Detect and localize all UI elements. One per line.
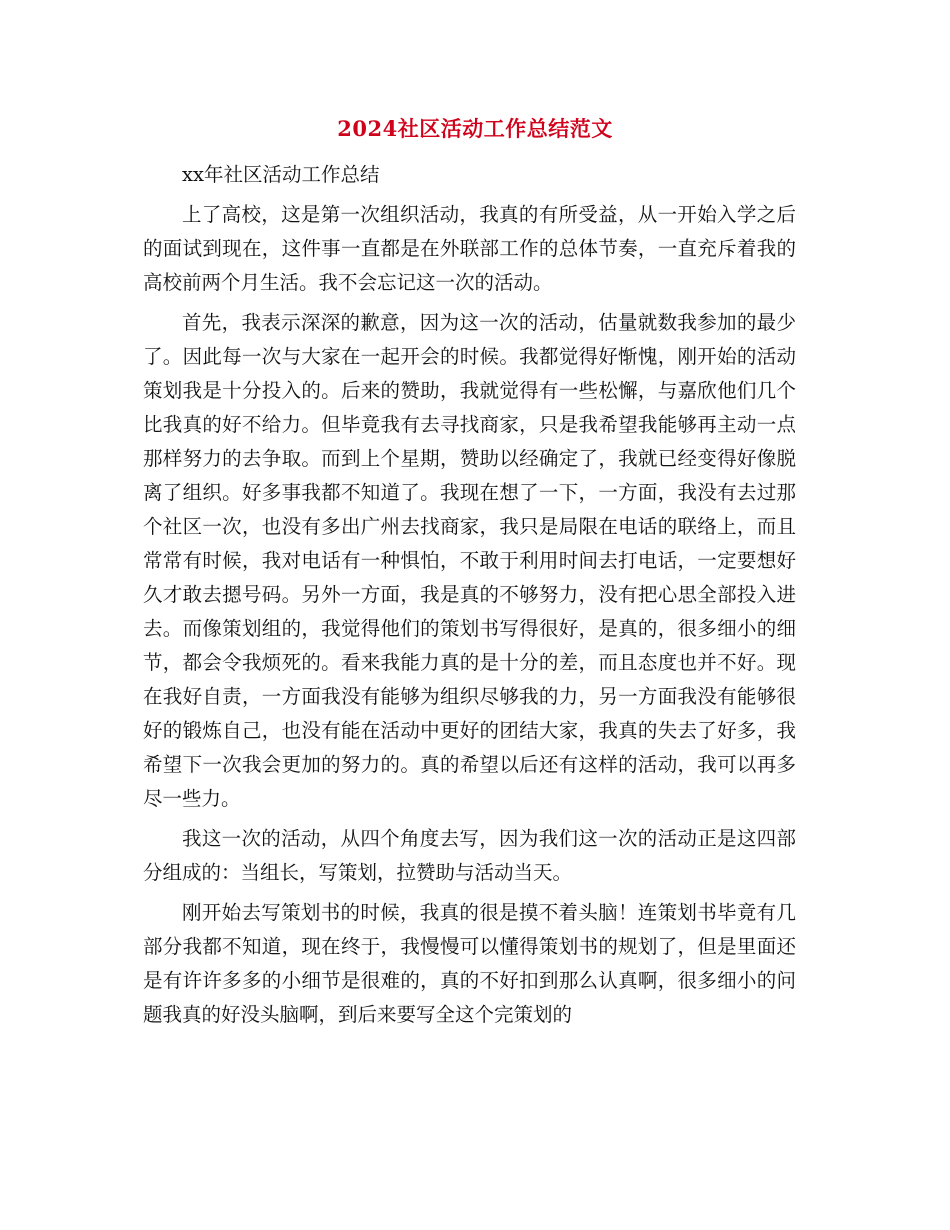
document-title: 2024社区活动工作总结范文 bbox=[337, 116, 613, 141]
document-subtitle: xx年社区活动工作总结 bbox=[182, 163, 380, 186]
document-body bbox=[143, 158, 796, 1038]
paragraph: 刚开始去写策划书的时候，我真的很是摸不着头脑！连策划书毕竟有几部分我都不知道，现在终于，我慢慢可以懂得策划书的规划了，但是里面还是有许许多多的小细节是很难的，真的不好扣到那么认真啊，很多细小的问题我真的好没头脑啊，到后来要写全这个完策划的 bbox=[143, 901, 796, 1026]
paragraph: 首先，我表示深深的歉意，因为这一次的活动，估量就数我参加的最少了。因此每一次与大家在一起开会的时候。我都觉得好惭愧，刚开始的活动策划我是十分投入的。后来的赞助，我就觉得有一些松懈，与嘉欣他们几个比我真的好不给力。但毕竟我有去寻找商家，只是我希望我能够再主动一点那样努力的去争取。而到上个星期，赞助以经确定了，我就已经变得好像脱离了组织。好多事我都不知道了。我现在想了一下，一方面，我没有去过那个社区一次，也没有多出广州去找商家，我只是局限在电话的联络上，而且常常有时候，我对电话有一种惧怕，不敢于利用时间去打电话，一定要想好久才敢去摁号码。另外一方面，我是真的不够努力，没有把心思全部投入进去。而像策划组的，我觉得他们的策划书写得很好，是真的，很多细小的细节，都会令我烦死的。看来我能力真的是十分的差，而且态度也并不好。现在我好自责，一方面我没有能够为组织尽够我的力，另一方面我没有能够很好的锻炼自己，也没有能在活动中更好的团结大家，我真的失去了好多，我希望下一次我会更加的努力的。真的希望以后还有这样的活动，我可以再多尽一些力。 bbox=[143, 311, 796, 810]
paragraph: 上了高校，这是第一次组织活动，我真的有所受益，从一开始入学之后的面试到现在，这件事一直都是在外联部工作的总体节奏，一直充斥着我的高校前两个月生活。我不会忘记这一次的活动。 bbox=[143, 203, 796, 294]
paragraph: 我这一次的活动，从四个角度去写，因为我们这一次的活动正是这四部分组成的：当组长，写策划，拉赞助与活动当天。 bbox=[143, 827, 796, 884]
